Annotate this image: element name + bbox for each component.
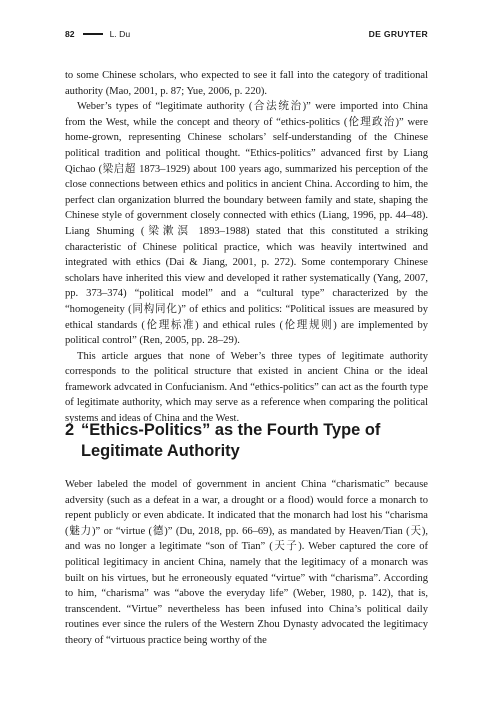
page-number: 82 bbox=[65, 29, 75, 39]
section-number: 2 bbox=[65, 421, 75, 439]
running-author: L. Du bbox=[109, 29, 131, 39]
publisher-name: DE GRUYTER bbox=[368, 29, 428, 39]
paragraph-continued: to some Chinese scholars, who expected to see it fall into the category of traditional authority (Mao, 2001, p. 87; Yue, 2006, p. 220). bbox=[65, 70, 428, 97]
section-heading bbox=[65, 420, 428, 462]
section-body-text bbox=[65, 477, 428, 649]
paragraph: Weber labeled the model of government in ancient China “charismatic” because adversity (such as a defeat in a war, a drought or a flood) would force a monarch to repent publicly or even abdicate. It indicated that the monarch had lost his “charisma (魅力)” or “virtue (德)” (Du, 2018, pp. 66–69), as mandated by Heaven/Tian (天), and was no longer a legitimate “son of Tian” (天子). Weber captured the core of political legitimacy in ancient China, namely that the legitimacy of a monarch was built on his virtues, but he erroneously equated “virtue” with “charisma”. According to him, “charisma” was “above the everyday life” (Weber, 1980, p. 142), that is, transcendent. “Virtue” nevertheless has been infused into China’s political daily routines ever since the rulers of the Western Zhou Dynasty advocated the legitimacy theory of “virtuous practice being worthy of the bbox=[65, 479, 428, 646]
paragraph: Weber’s types of “legitimate authority (合法统治)” were imported into China from the West, while the concept and theory of “ethics-politics (伦理政治)” were home-grown, representing Chinese scholars’ self-understanding of the Chinese political tradition and political thought. “Ethics-politics” advanced first by Liang Qichao (梁启超 1873–1929) about 100 years ago, summarized his perception of the close connections between ethics and politics in ancient China. According to him, the perfect clan organization blurred the boundary between family and state, shaping the Chinese style of government closely connected with ethics (Liang, 1996, pp. 44–48). Liang Shuming (梁漱溟 1893–1988) stated that this constituted a striking characteristic of Chinese political practice, which was heavily intertwined and integrated with ethics (Dai & Jiang, 2001, p. 272). Some contemporary Chinese scholars have inherited this view and developed it rather systematically (Yang, 2007, pp. 373–374) “political model” and a “cultural type” characterized by the “homogeneity (同构同化)” of ethics and politics: “Political issues are measured by ethical standards (伦理标准) and ethical rules (伦理规则) are implemented by political control” (Ren, 2005, pp. 28–29). bbox=[65, 101, 428, 347]
paragraph: This article argues that none of Weber’s three types of legitimate authority corresponds to the political structure that existed in ancient China or the ideal framework advcated in Confucianism. And “ethics-politics” can act as the fourth type of legitimate authority, which may serve as a reference when comparing the political systems and ideas of China and the West. bbox=[65, 350, 428, 425]
section-title: “Ethics-Politics” as the Fourth Type of Legitimate Authority bbox=[81, 421, 381, 460]
body-text bbox=[65, 68, 428, 427]
header-rule bbox=[83, 33, 103, 34]
running-header bbox=[65, 27, 428, 41]
